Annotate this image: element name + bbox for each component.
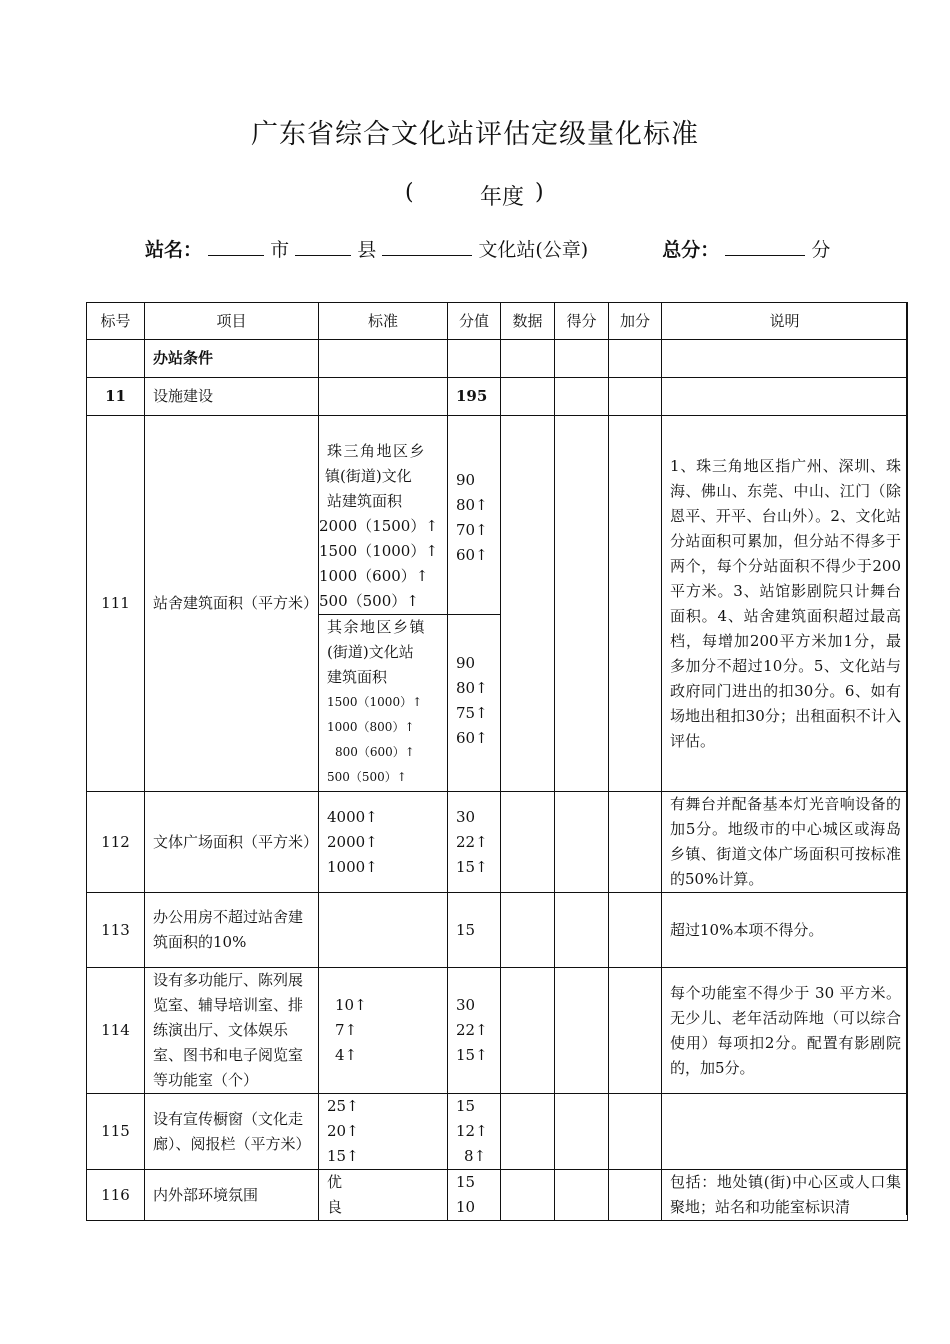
row-item: 站舍建筑面积（平方米） — [145, 416, 319, 792]
row-score: 30 22↑ 15↑ — [448, 792, 501, 893]
score-cell[interactable] — [555, 792, 609, 893]
table-row — [87, 792, 908, 893]
row-note: 每个功能室不得少于 30 平方米。无少儿、老年活动阵地（可以综合使用）每项扣2分。配置有影剧院的，加5分。 — [662, 968, 908, 1094]
row-standard: 10↑ 7↑ 4↑ — [319, 968, 448, 1094]
score-cell[interactable] — [555, 378, 609, 416]
row-id: 114 — [87, 968, 145, 1094]
document-title: 广东省综合文化站评估定级量化标准 — [251, 119, 699, 150]
row-standard: 25↑ 20↑ 15↑ — [319, 1094, 448, 1170]
table-row — [87, 1094, 908, 1170]
bonus-cell[interactable] — [609, 416, 662, 792]
total-score-label: 总分： — [662, 239, 720, 261]
data-cell[interactable] — [501, 1094, 555, 1170]
data-cell[interactable] — [501, 792, 555, 893]
standard-group-b: 其余地区乡镇 (街道)文化站 建筑面积 1500（1000）↑ 1000（800）↑ 800（600）↑ 500（500）↑ — [319, 615, 448, 792]
city-blank[interactable] — [208, 237, 264, 256]
evaluation-table — [86, 302, 908, 1221]
row-score: 15 — [448, 893, 501, 968]
row-note: 包括：地处镇(街)中心区或人口集聚地；站名和功能室标识清 — [662, 1170, 908, 1221]
station-name-label: 站名： — [145, 239, 203, 261]
row-standard: 优 良 — [319, 1170, 448, 1221]
standard-group-a: 珠三角地区乡 镇(街道)文化 站建筑面积 2000（1500）↑ 1500（1000）↑ 1000（600）↑ 500（500）↑ — [319, 416, 448, 615]
row-score: 15 10 — [448, 1170, 501, 1221]
header-cell: 说明 — [662, 303, 908, 340]
data-cell[interactable] — [501, 416, 555, 792]
row-id: 112 — [87, 792, 145, 893]
county-blank[interactable] — [295, 237, 351, 256]
bonus-cell[interactable] — [609, 1094, 662, 1170]
row-item: 办公用房不超过站舍建筑面积的10% — [145, 893, 319, 968]
year-open-paren: ( — [405, 180, 414, 205]
score-cell[interactable] — [555, 893, 609, 968]
table-row — [87, 378, 908, 416]
table-row — [87, 893, 908, 968]
row-note: 有舞台并配备基本灯光音响设备的加5分。地级市的中心城区或海岛乡镇、街道文体广场面积可按标准的50%计算。 — [662, 792, 908, 893]
row-item: 内外部环境氛围 — [145, 1170, 319, 1221]
data-cell[interactable] — [501, 378, 555, 416]
header-cell: 加分 — [609, 303, 662, 340]
section-item: 办站条件 — [145, 340, 319, 378]
year-label: 年度 — [480, 185, 525, 210]
row-note: 1、珠三角地区指广州、深圳、珠海、佛山、东莞、中山、江门（除恩平、开平、台山外）。2、文化站分站面积可累加，但分站不得多于两个，每个分站面积不得少于200平方米。3、站馆影剧院只计舞台面积。4、站舍建筑面积超过最高档，每增加200平方米加1分，最多加分不超过10分。5、文化站与政府同门进出的扣30分。6、如有场地出租扣30分；出租面积不计入评估。 — [662, 416, 908, 792]
points-unit: 分 — [811, 239, 831, 261]
score-group-b: 90 80↑ 75↑ 60↑ — [448, 615, 501, 792]
station-line — [145, 235, 830, 262]
header-row — [87, 303, 908, 340]
row-score: 195 — [448, 378, 501, 416]
header-cell: 标准 — [319, 303, 448, 340]
bonus-cell[interactable] — [609, 792, 662, 893]
empty-cell — [319, 340, 448, 378]
row-id: 116 — [87, 1170, 145, 1221]
city-label: 市 — [270, 239, 290, 261]
row-note: 超过10%本项不得分。 — [662, 893, 908, 968]
row-id: 113 — [87, 893, 145, 968]
row-item: 设施建设 — [145, 378, 319, 416]
data-cell[interactable] — [501, 1170, 555, 1221]
row-item: 设有多功能厅、陈列展览室、辅导培训室、排练演出厅、文体娱乐室、图书和电子阅览室等功能室（个） — [145, 968, 319, 1094]
table-row — [87, 1170, 908, 1221]
table-right-border — [906, 302, 908, 1215]
table-row — [87, 416, 908, 615]
header-cell: 标号 — [87, 303, 145, 340]
empty-cell — [87, 340, 145, 378]
data-cell[interactable] — [501, 968, 555, 1094]
bonus-cell[interactable] — [609, 968, 662, 1094]
header-cell: 项目 — [145, 303, 319, 340]
year-close-paren: ) — [535, 180, 544, 205]
bonus-cell[interactable] — [609, 378, 662, 416]
bonus-cell[interactable] — [609, 893, 662, 968]
row-id: 11 — [87, 378, 145, 416]
score-cell[interactable] — [555, 968, 609, 1094]
table-row — [87, 340, 908, 378]
score-group-a: 90 80↑ 70↑ 60↑ — [448, 416, 501, 615]
row-id: 115 — [87, 1094, 145, 1170]
row-score: 15 12↑ 8↑ — [448, 1094, 501, 1170]
bonus-cell[interactable] — [609, 1170, 662, 1221]
row-standard: 4000↑ 2000↑ 1000↑ — [319, 792, 448, 893]
table-row — [87, 968, 908, 1094]
total-score-blank[interactable] — [725, 237, 805, 256]
row-id: 111 — [87, 416, 145, 792]
score-cell[interactable] — [555, 1170, 609, 1221]
header-cell: 分值 — [448, 303, 501, 340]
station-blank[interactable] — [382, 237, 472, 256]
score-cell[interactable] — [555, 1094, 609, 1170]
county-label: 县 — [357, 239, 377, 261]
header-cell: 得分 — [555, 303, 609, 340]
data-cell[interactable] — [501, 893, 555, 968]
row-item: 文体广场面积（平方米） — [145, 792, 319, 893]
score-cell[interactable] — [555, 416, 609, 792]
row-item: 设有宣传橱窗（文化走廊）、阅报栏（平方米） — [145, 1094, 319, 1170]
station-suffix: 文化站(公章) — [478, 239, 589, 261]
row-score: 30 22↑ 15↑ — [448, 968, 501, 1094]
header-cell: 数据 — [501, 303, 555, 340]
